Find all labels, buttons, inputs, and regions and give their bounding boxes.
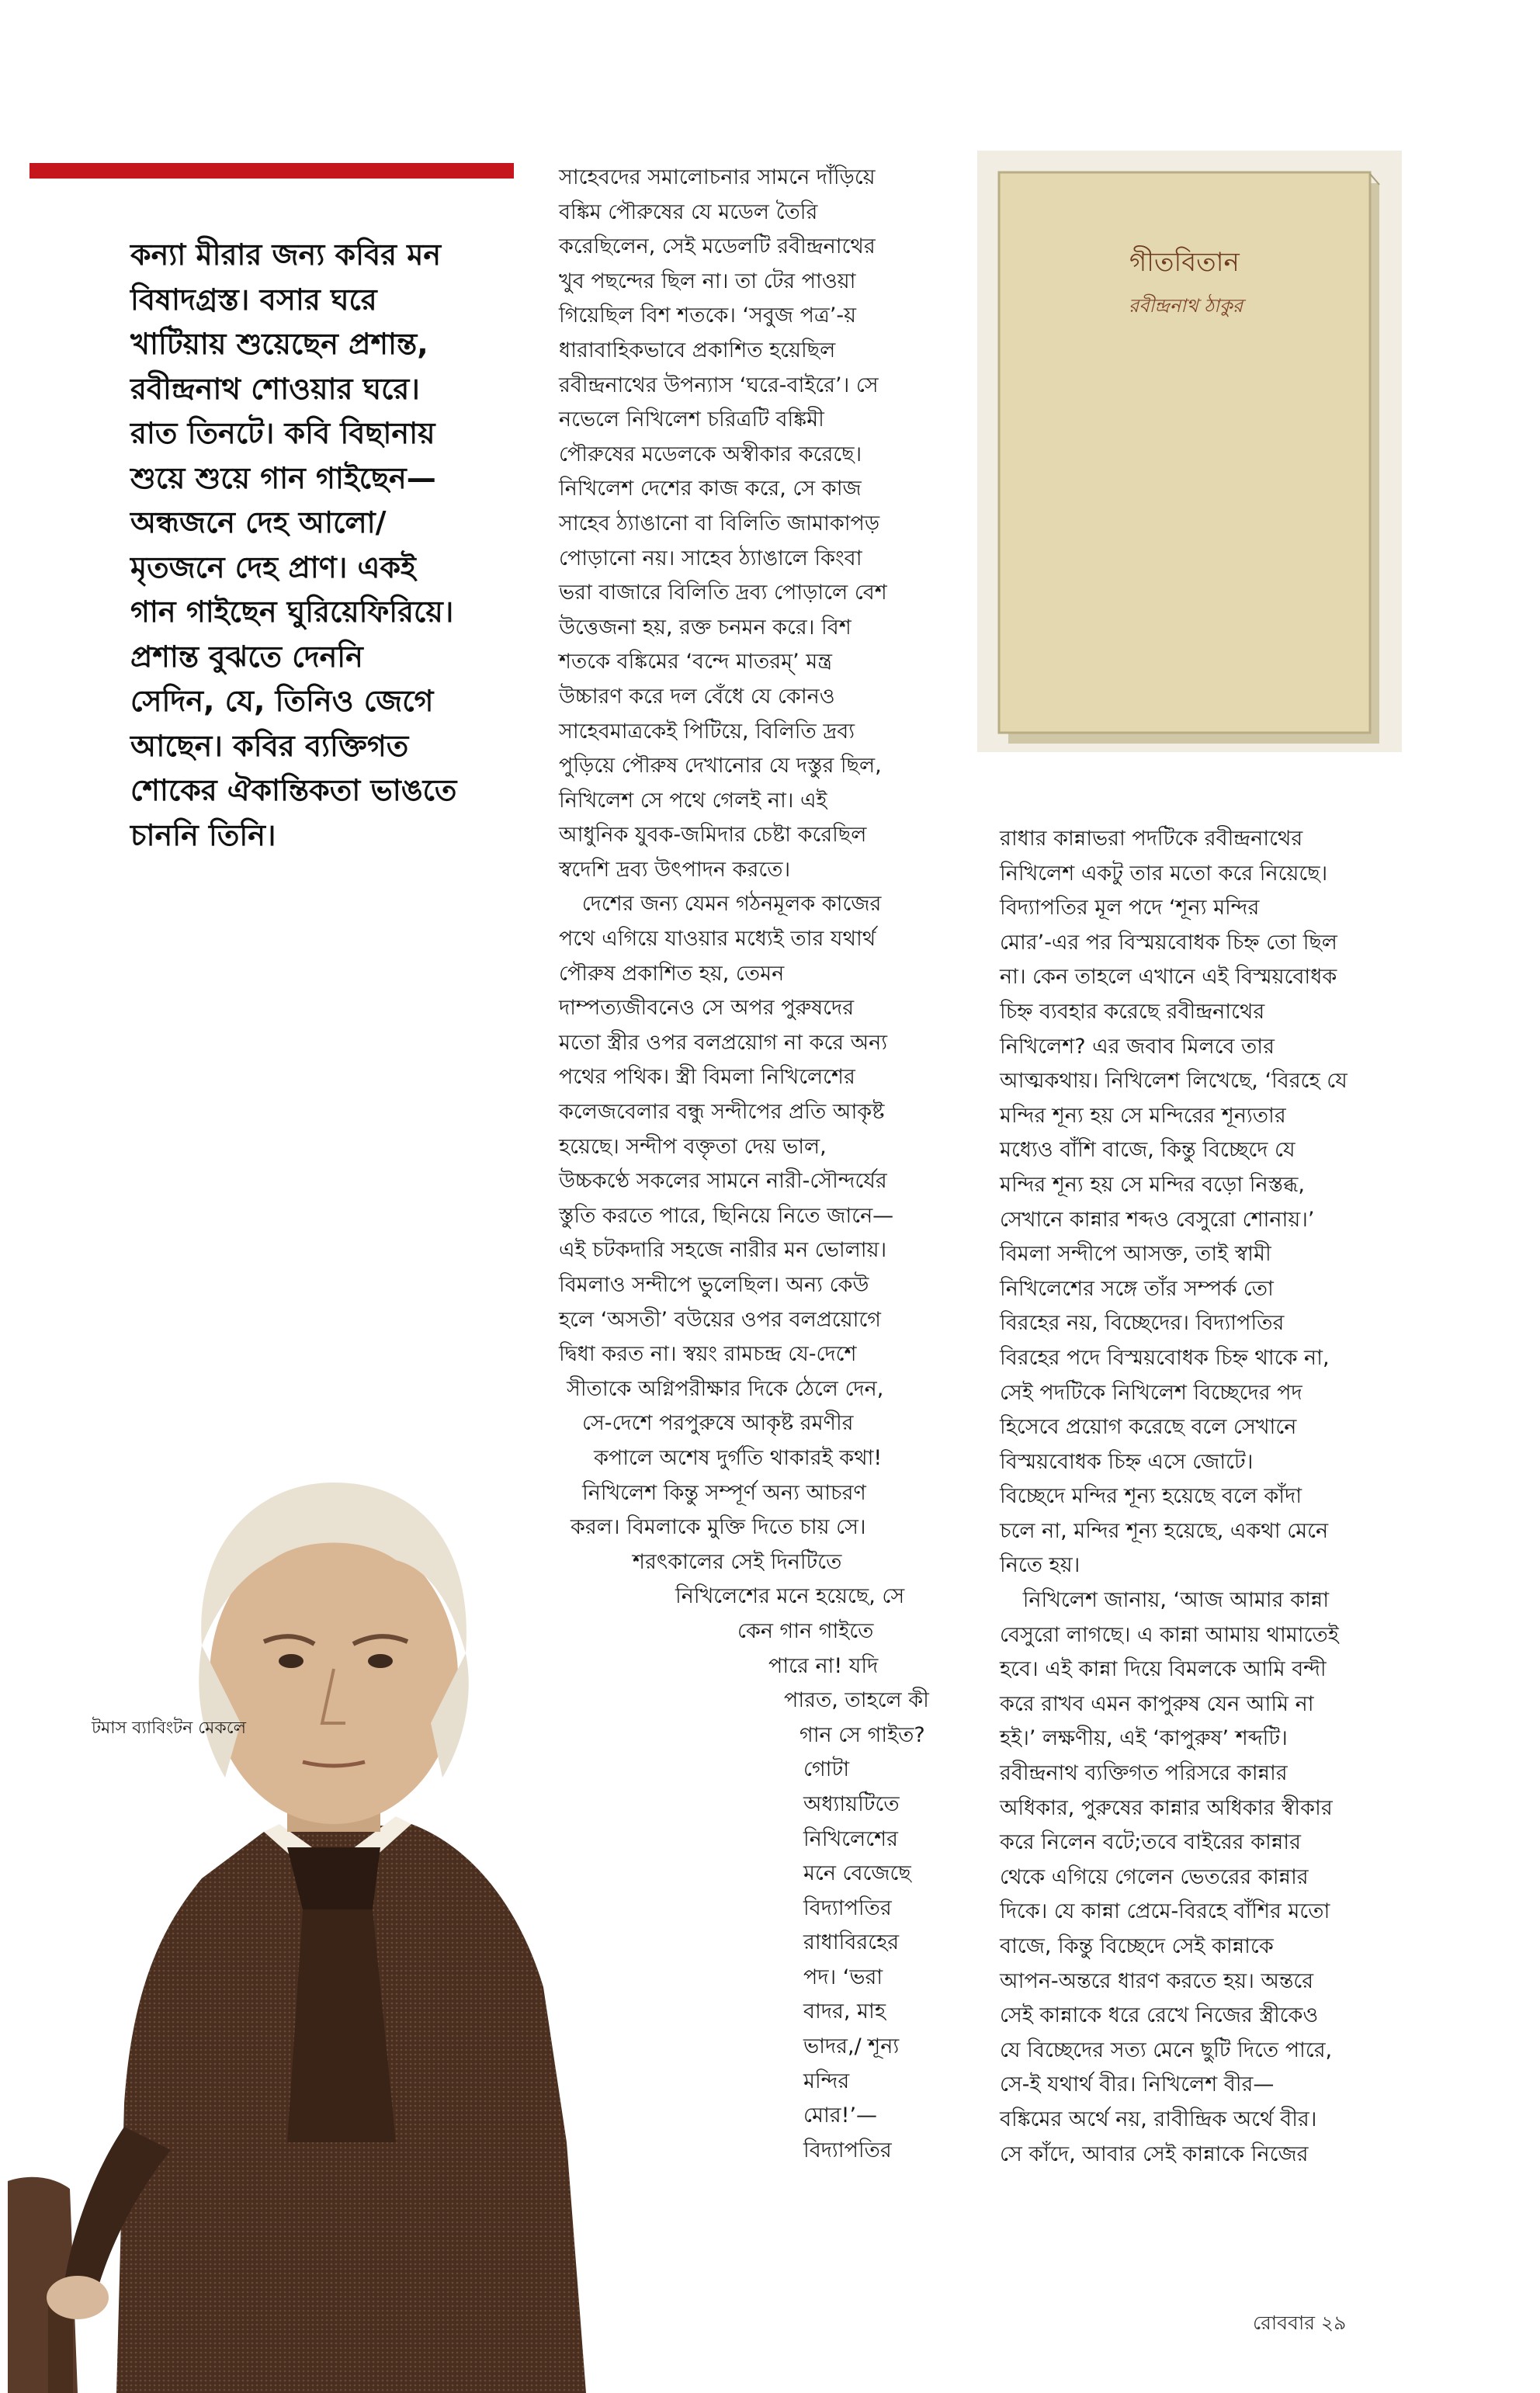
text-line: গিয়েছিল বিশ শতকে। ‘সবুজ পত্র’-য় [559, 303, 857, 328]
text-line: মন্দির [803, 2069, 850, 2093]
text-line: কপালে অশেষ দুর্গতি থাকারই কথা! [594, 1445, 883, 1470]
text-line: দাম্পত্যজীবনেও সে অপর পুরুষদের [559, 996, 855, 1021]
text-line: গান সে গাইত? [799, 1722, 925, 1747]
text-line: অধিকার, পুরুষের কান্নার অধিকার স্বীকার [1000, 1795, 1333, 1820]
pull-quote-line: প্রশান্ত বুঝতে দেননি [130, 639, 363, 674]
text-line: নিতে হয়। [1000, 1553, 1080, 1578]
hand [47, 2276, 109, 2319]
text-line: চিহ্ন ব্যবহার করেছে রবীন্দ্রনাথের [1000, 999, 1265, 1024]
text-line: সীতাকে অগ্নিপরীক্ষার দিকে ঠেলে দেন, [567, 1376, 884, 1401]
text-line: সাহেবমাত্রকেই পিটিয়ে, বিলিতি দ্রব্য [559, 719, 855, 744]
text-line: স্বদেশি দ্রব্য উৎপাদন করতে। [559, 857, 791, 882]
text-line: চলে না, মন্দির শূন্য হয়েছে, একথা মেনে [1000, 1518, 1329, 1543]
text-line: নিখিলেশ একটু তার মতো করে নিয়েছে। [1000, 861, 1328, 886]
text-line: সে-ই যথার্থ বীর। নিখিলেশ বীর— [1000, 2072, 1275, 2097]
text-line: নভেলে নিখিলেশ চরিত্রটি বঙ্কিমী [559, 408, 824, 432]
pull-quote [130, 233, 526, 858]
text-line: উচ্চারণ করে দল বেঁধে যে কোনও [559, 684, 835, 709]
text-line: ভরা বাজারে বিলিতি দ্রব্য পোড়ালে বেশ [559, 581, 887, 605]
pull-quote-line: চাননি তিনি। [130, 817, 276, 852]
text-line: আত্মকথায়। নিখিলেশ লিখেছে, ‘বিরহে যে [1000, 1069, 1348, 1094]
text-line: মোর!’— [803, 2103, 878, 2128]
text-line: কলেজবেলার বন্ধু সন্দীপের প্রতি আকৃষ্ট [559, 1100, 885, 1125]
text-line: সে কাঁদে, আবার সেই কান্নাকে নিজের [1000, 2142, 1309, 2166]
text-line: বিচ্ছেদে মন্দির শূন্য হয়েছে বলে কাঁদা [1000, 1484, 1302, 1509]
text-line: বিমলাও সন্দীপে ভুলেছিল। অন্য কেউ [559, 1273, 869, 1297]
text-line: নিখিলেশ দেশের কাজ করে, সে কাজ [559, 477, 862, 501]
text-line: যে বিচ্ছেদের সত্য মেনে ছুটি দিতে পারে, [1000, 2038, 1333, 2062]
text-line: উচ্চকণ্ঠে সকলের সামনে নারী-সৌন্দর্যের [559, 1169, 887, 1194]
text-line: পথে এগিয়ে যাওয়ার মধ্যেই তার যথার্থ [559, 927, 876, 952]
pull-quote-line: কন্যা মীরার জন্য কবির মন [130, 238, 442, 272]
text-line: বাদর, মাহ [803, 1999, 886, 2024]
pull-quote-line: রবীন্দ্রনাথ শোওয়ার ঘরে। [130, 371, 420, 406]
text-line: নিখিলেশ জানায়, ‘আজ আমার কান্না [1022, 1588, 1330, 1613]
book-photo [977, 151, 1402, 752]
text-line: বিমলা সন্দীপে আসক্ত, তাই স্বামী [1000, 1242, 1271, 1267]
text-line: করেছিলেন, সেই মডেলটি রবীন্দ্রনাথের [559, 234, 876, 259]
text-line: গোটা [803, 1757, 850, 1782]
text-line: বিদ্যাপতির [803, 1895, 892, 1920]
text-line: নিখিলেশের সঙ্গে তাঁর সম্পর্ক তো [1000, 1276, 1274, 1301]
pull-quote-line: সেদিন, যে, তিনিও জেগে [130, 684, 434, 718]
text-line: পৌরুষ প্রকাশিত হয়, তেমন [559, 961, 785, 986]
text-line: পারে না! যদি [768, 1653, 879, 1678]
book-title: গীতবিতান [1129, 247, 1240, 278]
text-line: নিখিলেশের মনে হয়েছে, সে [675, 1584, 905, 1609]
text-line: বাজে, কিন্তু বিচ্ছেদে সেই কান্নাকে [1000, 1934, 1274, 1958]
text-line: হিসেবে প্রয়োগ করেছে বলে সেখানে [1000, 1415, 1297, 1440]
text-line: পদ। ‘ভরা [803, 1965, 883, 1989]
text-line: সাহেব ঠ্যাঙানো বা বিলিতি জামাকাপড় [559, 511, 880, 536]
text-line: নিখিলেশ সে পথে গেলই না। এই [559, 788, 827, 813]
text-line: নিখিলেশের [803, 1826, 898, 1851]
text-line: পোড়ানো নয়। সাহেব ঠ্যাঙালে কিংবা [559, 546, 862, 571]
text-line: নিখিলেশ কিন্তু সম্পূর্ণ অন্য আচরণ [582, 1480, 866, 1505]
text-line: না। কেন তাহলে এখানে এই বিস্ময়বোধক [1000, 965, 1337, 990]
text-line: আধুনিক যুবক-জমিদার চেষ্টা করেছিল [559, 823, 867, 848]
pull-quote-line: শুয়ে শুয়ে গান গাইছেন— [130, 460, 436, 495]
text-line: সে-দেশে পরপুরুষে আকৃষ্ট রমণীর [582, 1411, 854, 1436]
text-line: পারত, তাহলে কী [784, 1688, 929, 1713]
pull-quote-line: গান গাইছেন ঘুরিয়েফিরিয়ে। [130, 595, 454, 629]
text-line: বঙ্কিমের অর্থে নয়, রাবীন্দ্রিক অর্থে বীর। [1000, 2107, 1317, 2131]
text-line: বঙ্কিম পৌরুষের যে মডেল তৈরি [559, 199, 818, 224]
text-line: থেকে এগিয়ে গেলেন ভেতরের কান্নার [1000, 1864, 1309, 1889]
article-column-middle [559, 161, 929, 2168]
text-line: হই।’ লক্ষণীয়, এই ‘কাপুরুষ’ শব্দটি। [1000, 1726, 1288, 1751]
text-line: দ্বিধা করত না। স্বয়ং রামচন্দ্র যে-দেশে [559, 1342, 857, 1367]
text-line: শরৎকালের সেই দিনটিতে [633, 1549, 842, 1574]
pull-quote-line: মৃতজনে দেহ প্রাণ। একই [130, 550, 416, 584]
text-line: এই চটকদারি সহজে নারীর মন ভোলায়। [559, 1238, 887, 1263]
text-line: সেই পদটিকে নিখিলেশ বিচ্ছেদের পদ [1000, 1380, 1302, 1405]
text-line: রাধাবিরহের [803, 1930, 900, 1955]
text-line: বিদ্যাপতির মূল পদে ‘শূন্য মন্দির [1000, 896, 1260, 921]
text-line: শতকে বঙ্কিমের ‘বন্দে মাতরম্’ মন্ত্র [559, 650, 833, 675]
text-line: মোর’-এর পর বিস্ময়বোধক চিহ্ন তো ছিল [1000, 930, 1337, 955]
text-line: বিদ্যাপতির [803, 2138, 892, 2162]
text-line: কেন গান গাইতে [737, 1618, 874, 1643]
text-line: মন্দির শূন্য হয় সে মন্দির বড়ো নিস্তব্ধ, [1000, 1172, 1305, 1197]
pull-quote-line: আছেন। কবির ব্যক্তিগত [130, 728, 409, 763]
text-line: দিকে। যে কান্না প্রেমে-বিরহে বাঁশির মতো [1000, 1899, 1330, 1924]
text-line: মতো স্ত্রীর ওপর বলপ্রয়োগ না করে অন্য [559, 1030, 888, 1055]
text-line: আপন-অন্তরে ধারণ করতে হয়। অন্তরে [1000, 1968, 1314, 1993]
text-line: রাধার কান্নাভরা পদটিকে রবীন্দ্রনাথের [1000, 827, 1303, 851]
text-line: বিরহের পদে বিস্ময়বোধক চিহ্ন থাকে না, [1000, 1345, 1330, 1370]
text-line: মধ্যেও বাঁশি বাজে, কিন্তু বিচ্ছেদে যে [1000, 1138, 1295, 1163]
article-column-right [1000, 822, 1348, 2172]
text-line: করে নিলেন বটে;তবে বাইরের কান্নার [1000, 1830, 1301, 1855]
text-line: রবীন্দ্রনাথের উপন্যাস ‘ঘরে-বাইরে’। সে [559, 373, 879, 397]
text-line: করল। বিমলাকে মুক্তি দিতে চায় সে। [571, 1515, 866, 1540]
text-line: অধ্যায়টিতে [803, 1791, 900, 1816]
text-line: স্তুতি করতে পারে, ছিনিয়ে নিতে জানে— [559, 1203, 894, 1228]
text-line: সাহেবদের সমালোচনার সামনে দাঁড়িয়ে [559, 165, 876, 189]
text-line: মন্দির শূন্য হয় সে মন্দিরের শূন্যতার [1000, 1103, 1286, 1128]
text-line: বেসুরো লাগছে। এ কান্না আমায় থামাতেই [1000, 1622, 1339, 1647]
pull-quote-line: বিষাদগ্রস্ত। বসার ঘরে [130, 282, 377, 317]
text-line: সেখানে কান্নার শব্দও বেসুরো শোনায়।’ [1000, 1207, 1315, 1232]
page-folio: রোববার ২৯ [1253, 2311, 1347, 2334]
text-line: দেশের জন্য যেমন গঠনমূলক কাজের [581, 892, 882, 917]
text-line: বিস্ময়বোধক চিহ্ন এসে জোটে। [1000, 1449, 1254, 1474]
text-line: ভাদর,/ শূন্য [803, 2034, 900, 2059]
text-line: হয়েছে। সন্দীপ বক্তৃতা দেয় ভাল, [559, 1134, 827, 1159]
text-line: করে রাখব এমন কাপুরুষ যেন আমি না [1000, 1691, 1314, 1716]
portrait-caption: টমাস ব্যাবিংটন মেকলে [92, 1718, 246, 1738]
text-line: উত্তেজনা হয়, রক্ত চনমন করে। বিশ [559, 615, 852, 640]
cravat [287, 1847, 380, 1909]
accent-rule [29, 163, 514, 179]
text-line: পথের পথিক। স্ত্রী বিমলা নিখিলেশের [559, 1065, 855, 1090]
text-line: হলে ‘অসতী’ বউয়ের ওপর বলপ্রয়োগে [559, 1307, 881, 1332]
text-line: নিখিলেশ? এর জবাব মিলবে তার [1000, 1034, 1275, 1059]
text-line: সেই কান্নাকে ধরে রেখে নিজের স্ত্রীকেও [1000, 2003, 1319, 2028]
book-signature: রবীন্দ্রনাথ ঠাকুর [1129, 295, 1243, 317]
text-line: বিরহের নয়, বিচ্ছেদের। বিদ্যাপতির [1000, 1311, 1285, 1336]
text-line: মনে বেজেছে [803, 1861, 911, 1886]
pull-quote-line: অন্ধজনে দেহ আলো/ [130, 505, 387, 539]
pull-quote-line: খাটিয়ায় শুয়েছেন প্রশান্ত, [130, 327, 428, 361]
text-line: ধারাবাহিকভাবে প্রকাশিত হয়েছিল [559, 338, 836, 362]
pull-quote-line: রাত তিনটে। কবি বিছানায় [130, 416, 435, 450]
pull-quote-line: শোকের ঐকান্তিকতা ভাঙতে [130, 773, 457, 807]
text-line: পৌরুষের মডেলকে অস্বীকার করেছে। [559, 442, 862, 466]
text-line: খুব পছন্দের ছিল না। তা টের পাওয়া [559, 269, 856, 293]
text-line: রবীন্দ্রনাথ ব্যক্তিগত পরিসরে কান্নার [1000, 1761, 1288, 1786]
text-line: পুড়িয়ে পৌরুষ দেখানোর যে দস্তুর ছিল, [559, 754, 882, 779]
text-line: হবে। এই কান্না দিয়ে বিমলকে আমি বন্দী [1000, 1657, 1327, 1682]
